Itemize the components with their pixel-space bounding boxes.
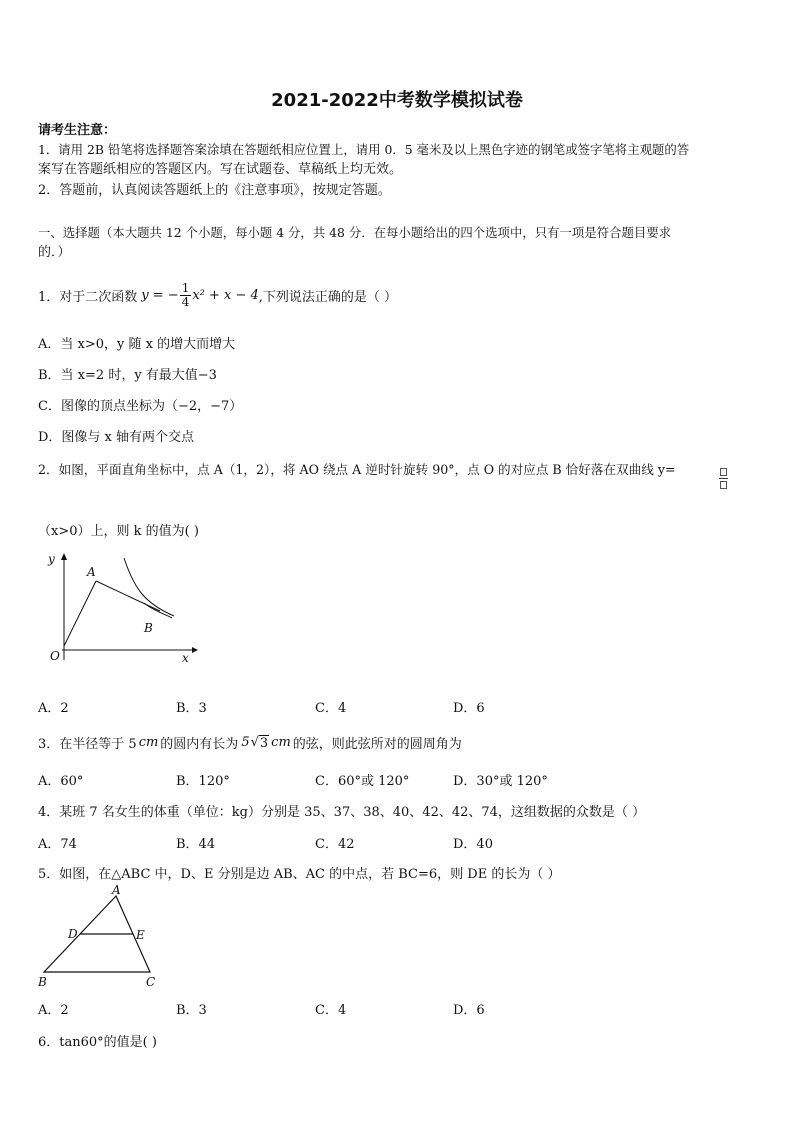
question-2-line-1: 2．如图，平面直角坐标中，点 A（1，2），将 AO 绕点 A 逆时针旋转 90°，点 O 的对应点 B 恰好落在双曲线 y=	[38, 462, 676, 477]
axis-label-y: y	[48, 552, 55, 566]
point-label-o: O	[50, 649, 60, 663]
question-1-prefix: 1．对于二次函数	[38, 290, 138, 305]
question-2-figure	[34, 548, 204, 670]
unit-cm: cm	[271, 735, 291, 750]
question-2-option-b: B．3	[176, 701, 207, 716]
question-5-option-a: A．2	[38, 1003, 69, 1018]
question-4-option-b: B．44	[176, 837, 216, 852]
point-label-b: B	[38, 975, 47, 989]
question-5-option-b: B．3	[176, 1003, 207, 1018]
question-3-option-a: A．60°	[38, 774, 84, 789]
segment-oa	[64, 581, 96, 646]
x-axis-arrow	[192, 647, 198, 653]
question-1-formula-pre: y = −	[141, 288, 179, 303]
question-1-formula-post: x² + x − 4	[192, 288, 259, 303]
question-4-option-d: D．40	[453, 837, 493, 852]
question-2-option-c: C．4	[315, 701, 347, 716]
notice-line-1b: 案写在答题纸相应的答题区内。写在试题卷、草稿纸上均无效。	[38, 162, 403, 177]
question-3-option-c: C．60°或 120°	[315, 774, 410, 789]
question-3	[38, 733, 462, 752]
question-3-prefix: 3．在半径等于 5	[38, 737, 137, 752]
unit-cm: cm	[138, 735, 159, 750]
question-2-option-d: D．6	[453, 701, 485, 716]
question-5-option-c: C．4	[315, 1003, 347, 1018]
placeholder-box	[720, 468, 727, 476]
question-6: 6．tan60°的值是( )	[38, 1035, 157, 1050]
notice-line-2: 2．答题前，认真阅读答题纸上的《注意事项》，按规定答题。	[38, 183, 391, 198]
fraction-numerator: 1	[181, 281, 190, 295]
question-1-option-c: C．图像的顶点坐标为（−2，−7）	[38, 399, 243, 414]
question-3-option-b: B．120°	[176, 774, 230, 789]
hyperbola-curve	[124, 558, 174, 616]
point-label-a: A	[87, 565, 96, 579]
point-label-a: A	[112, 884, 121, 897]
question-4: 4．某班 7 名女生的体重（单位：kg）分别是 35、37、38、40、42、42、74，这组数据的众数是（ ）	[38, 805, 646, 820]
sqrt-sign: √	[250, 735, 259, 750]
notice-heading: 请考生注意：	[38, 123, 117, 138]
point-label-d: D	[68, 927, 78, 941]
fraction-k-over-x	[719, 468, 728, 489]
question-1-fraction	[180, 282, 192, 309]
page-title: 2021-2022中考数学模拟试卷	[271, 90, 523, 111]
question-2-line-2: （x>0）上，则 k 的值为( )	[38, 524, 199, 539]
root-argument: 3	[259, 735, 269, 751]
question-5-figure	[34, 884, 164, 992]
question-3-mid: 的圆内有长为	[160, 737, 239, 752]
fraction-denominator: 4	[181, 295, 190, 309]
point-label-b: B	[144, 621, 153, 635]
y-axis-arrow	[61, 553, 67, 560]
question-1-suffix: ,下列说法正确的是（ ）	[258, 290, 398, 305]
question-5: 5．如图，在△ABC 中，D、E 分别是边 AB、AC 的中点，若 BC=6，则 DE 的长为（ ）	[38, 867, 561, 882]
question-2-option-a: A．2	[38, 701, 69, 716]
placeholder-box	[720, 481, 727, 489]
axis-label-x: x	[182, 651, 189, 665]
question-5-option-d: D．6	[453, 1003, 485, 1018]
question-1	[38, 282, 397, 309]
point-label-c: C	[146, 975, 156, 989]
question-3-suffix: 的弦，则此弦所对的圆周角为	[292, 737, 462, 752]
question-1-option-a: A．当 x>0，y 随 x 的增大而增大	[38, 337, 236, 352]
segment-ab	[96, 581, 160, 611]
fraction-bar	[719, 478, 728, 479]
section-heading-line-2: 的．）	[38, 245, 71, 260]
question-3-option-d: D．30°或 120°	[453, 774, 548, 789]
question-4-option-c: C．42	[315, 837, 355, 852]
question-1-option-b: B．当 x=2 时，y 有最大值−3	[38, 368, 217, 383]
root-coefficient: 5	[241, 735, 250, 750]
question-4-option-a: A．74	[38, 837, 77, 852]
question-1-option-d: D．图像与 x 轴有两个交点	[38, 430, 195, 445]
point-label-e: E	[136, 928, 145, 942]
section-heading-line-1: 一、选择题（本大题共 12 个小题，每小题 4 分，共 48 分．在每小题给出的四个选项中，只有一项是符合题目要求	[38, 225, 672, 240]
notice-line-1a: 1．请用 2B 铅笔将选择题答案涂填在答题纸相应位置上，请用 0．5 毫米及以上黑色字迹的钢笔或签字笔将主观题的答	[38, 142, 690, 157]
